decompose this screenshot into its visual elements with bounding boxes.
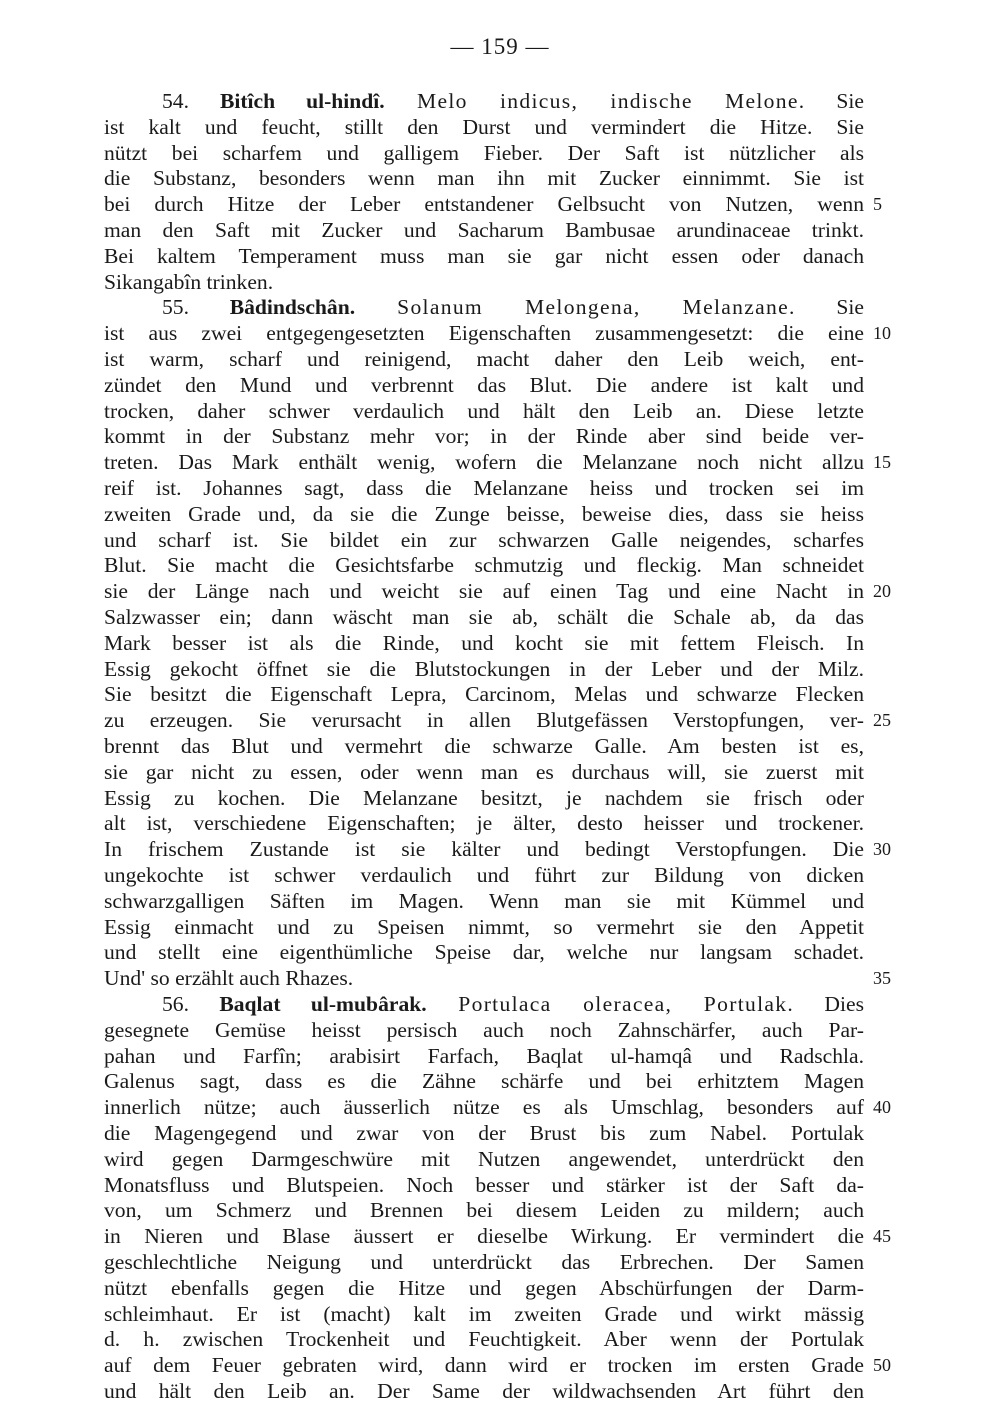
text-segment: 54.	[162, 89, 220, 113]
text-line	[104, 346, 864, 372]
text-segment: nützt bei scharfem und galligem Fieber. Der Saft ist nützlicher als	[104, 140, 864, 165]
text-line	[104, 1120, 864, 1146]
text-segment: Essig einmacht und zu Speisen nimmt, so vermehrt sie den Appetit	[104, 914, 864, 939]
text-segment: Essig zu kochen. Die Melanzane besitzt, je nachdem sie frisch oder	[104, 785, 864, 810]
text-segment: Und' so erzählt auch Rhazes.	[104, 966, 354, 991]
text-segment: innerlich nütze; auch äusserlich nütze es als Umschlag, besonders auf	[104, 1095, 864, 1120]
text-line	[104, 217, 864, 243]
margin-line-number: 50	[873, 1355, 891, 1376]
text-segment: Sie besitzt die Eigenschaft Lepra, Carcinom, Melas und schwarze Flecken	[104, 682, 864, 707]
text-line	[104, 630, 864, 656]
text-segment: zweiten Grade und, da sie die Zunge beisse, beweise dies, dass sie heiss	[104, 501, 864, 526]
text-line	[104, 449, 864, 475]
text-segment: Sie	[795, 295, 864, 320]
text-segment: 56.	[162, 992, 220, 1016]
text-segment: zu erzeugen. Sie verursacht in allen Blutgefässen Verstopfungen, ver-	[104, 708, 864, 733]
text-line	[104, 1223, 864, 1249]
text-segment: zündet den Mund und verbrennt das Blut. Die andere ist kalt und	[104, 372, 864, 397]
text-line	[104, 1249, 864, 1275]
text-line	[104, 372, 864, 398]
text-line	[104, 733, 864, 759]
text-segment: geschlechtliche Neigung und unterdrückt das Erbrechen. Der Samen	[104, 1250, 864, 1274]
text-segment: 55.	[162, 295, 230, 320]
margin-line-number: 20	[873, 581, 891, 602]
text-line	[104, 527, 864, 553]
text-line	[104, 140, 864, 166]
text-segment: die Magengegend und zwar von der Brust bis zum Nabel. Portulak	[104, 1121, 864, 1145]
margin-line-number: 15	[873, 452, 891, 473]
text-line	[104, 604, 864, 630]
text-segment: schleimhaut. Er ist (macht) kalt im zweiten Grade und wirkt mässig	[104, 1301, 864, 1326]
lemma-heading: Bitîch ul-hindî.	[219, 89, 385, 113]
text-segment: bei durch Hitze der Leber entstandener Gelbsucht von Nutzen, wenn	[104, 192, 864, 217]
text-line	[104, 1197, 864, 1223]
text-segment: in Nieren und Blase äussert er dieselbe Wirkung. Er vermindert die	[104, 1224, 864, 1249]
text-line	[104, 914, 864, 940]
text-line	[104, 939, 864, 965]
text-line	[104, 1094, 864, 1120]
text-segment: man den Saft mit Zucker und Sacharum Bambusae arundinaceae trinkt.	[104, 218, 864, 242]
text-line	[104, 552, 864, 578]
text-line	[104, 191, 864, 217]
text-line	[104, 88, 864, 114]
margin-line-number: 30	[873, 839, 891, 860]
text-line	[104, 243, 864, 269]
text-line	[104, 1275, 864, 1301]
text-segment: Monatsfluss und Blutspeien. Noch besser und stärker ist der Saft da-	[104, 1172, 864, 1197]
text-segment: ist warm, scharf und reinigend, macht daher den Leib weich, ent-	[104, 347, 864, 371]
text-line	[104, 501, 864, 527]
text-line	[104, 836, 864, 862]
text-segment: trocken, daher schwer verdaulich und hält den Leib an. Diese letzte	[104, 398, 864, 423]
text-segment: Solanum Melongena, Melanzane.	[355, 295, 796, 320]
text-segment: gesegnete Gemüse heisst persisch auch noch Zahnschärfer, auch Par-	[104, 1017, 864, 1042]
text-segment: Mark besser ist als die Rinde, und kocht sie mit fettem Fleisch. In	[104, 630, 864, 655]
text-segment: wird gegen Darmgeschwüre mit Nutzen angewendet, unterdrückt den	[104, 1146, 864, 1171]
text-segment: pahan und Farfîn; arabisirt Farfach, Baqlat ul-hamqâ und Radschla.	[104, 1043, 864, 1068]
text-segment: und hält den Leib an. Der Same der wildwachsenden Art führt den	[104, 1379, 864, 1403]
text-segment: alt ist, verschiedene Eigenschaften; je älter, desto heisser und trockener.	[104, 811, 864, 836]
text-line	[104, 707, 864, 733]
text-segment: schwarzgalligen Säften im Magen. Wenn man sie mit Kümmel und	[104, 888, 864, 913]
text-segment: Galenus sagt, dass es die Zähne schärfe und bei erhitztem Magen	[104, 1069, 864, 1094]
text-segment: und stellt eine eigenthümliche Speise dar, welche nur langsam schadet.	[104, 940, 864, 965]
text-line	[104, 785, 864, 811]
text-line	[104, 1378, 864, 1404]
text-segment: Blut. Sie macht die Gesichtsfarbe schmutzig und fleckig. Man schneidet	[104, 553, 864, 578]
text-segment: Portulaca oleracea, Portulak.	[426, 992, 795, 1016]
lemma-heading: Bâdindschân.	[229, 295, 356, 320]
text-segment: reif ist. Johannes sagt, dass die Melanzane heiss und trocken sei im	[104, 476, 864, 500]
text-segment: nützt ebenfalls gegen die Hitze und gegen Abschürfungen der Darm-	[104, 1275, 864, 1300]
text-segment: Melo indicus, indische Melone.	[384, 89, 806, 113]
text-line	[104, 294, 864, 320]
margin-line-number: 5	[873, 194, 882, 215]
text-line	[104, 398, 864, 424]
text-segment: treten. Das Mark enthält wenig, wofern die Melanzane noch nicht allzu	[104, 450, 864, 475]
text-segment: von, um Schmerz und Brennen bei diesem Leiden zu mildern; auch	[104, 1198, 864, 1223]
text-line	[104, 991, 864, 1017]
text-segment: Bei kaltem Temperament muss man sie gar nicht essen oder danach	[104, 243, 864, 268]
text-line	[104, 759, 864, 785]
text-line	[104, 1043, 864, 1069]
text-line	[104, 1068, 864, 1094]
text-segment: In frischem Zustande ist sie kälter und bedingt Verstopfungen. Die	[104, 837, 864, 862]
text-segment: die Substanz, besonders wenn man ihn mit Zucker einnimmt. Sie ist	[104, 166, 864, 191]
text-segment: kommt in der Substanz mehr vor; in der Rinde aber sind beide ver-	[104, 424, 864, 449]
text-segment: Sikangabîn trinken.	[104, 269, 274, 294]
text-segment: Salzwasser ein; dann wäscht man sie ab, schält die Schale ab, da das	[104, 605, 864, 629]
text-line	[104, 1172, 864, 1198]
margin-line-number: 10	[873, 323, 891, 344]
text-segment: ist kalt und feucht, stillt den Durst und vermindert die Hitze. Sie	[104, 114, 864, 139]
text-line	[104, 1352, 864, 1378]
text-segment: Sie	[805, 89, 865, 113]
text-segment: sie gar nicht zu essen, oder wenn man es durchaus will, sie zuerst mit	[104, 759, 864, 784]
text-segment: und scharf ist. Sie bildet ein zur schwarzen Galle neigendes, scharfes	[104, 527, 864, 552]
text-line	[104, 269, 864, 295]
text-line	[104, 656, 864, 682]
text-line	[104, 965, 864, 991]
text-segment: ist aus zwei entgegengesetzten Eigenschaften zusammengesetzt: die eine	[104, 321, 864, 346]
text-segment: sie der Länge nach und weicht sie auf einen Tag und eine Nacht in	[104, 579, 864, 604]
text-line	[104, 1146, 864, 1172]
margin-line-number: 25	[873, 710, 891, 731]
text-line	[104, 578, 864, 604]
text-line	[104, 423, 864, 449]
text-line	[104, 1017, 864, 1043]
text-segment: Dies	[794, 992, 865, 1016]
text-segment: d. h. zwischen Trockenheit und Feuchtigkeit. Aber wenn der Portulak	[104, 1327, 864, 1352]
page-number: — 159 —	[450, 34, 550, 59]
text-segment: brennt das Blut und vermehrt die schwarze Galle. Am besten ist es,	[104, 734, 864, 758]
text-line	[104, 810, 864, 836]
text-line	[104, 681, 864, 707]
text-segment: Essig gekocht öffnet sie die Blutstockungen in der Leber und der Milz.	[104, 656, 864, 681]
margin-line-number: 40	[873, 1097, 891, 1118]
text-line	[104, 165, 864, 191]
text-line	[104, 475, 864, 501]
lemma-heading: Baqlat ul-mubârak.	[219, 992, 427, 1016]
text-segment: ungekochte ist schwer verdaulich und führt zur Bildung von dicken	[104, 863, 864, 887]
text-line	[104, 1326, 864, 1352]
margin-line-number: 35	[873, 968, 891, 989]
text-line	[104, 862, 864, 888]
text-line	[104, 114, 864, 140]
margin-line-number: 45	[873, 1226, 891, 1247]
text-line	[104, 1301, 864, 1327]
text-line	[104, 320, 864, 346]
text-line	[104, 888, 864, 914]
text-segment: auf dem Feuer gebraten wird, dann wird er trocken im ersten Grade	[104, 1353, 864, 1378]
